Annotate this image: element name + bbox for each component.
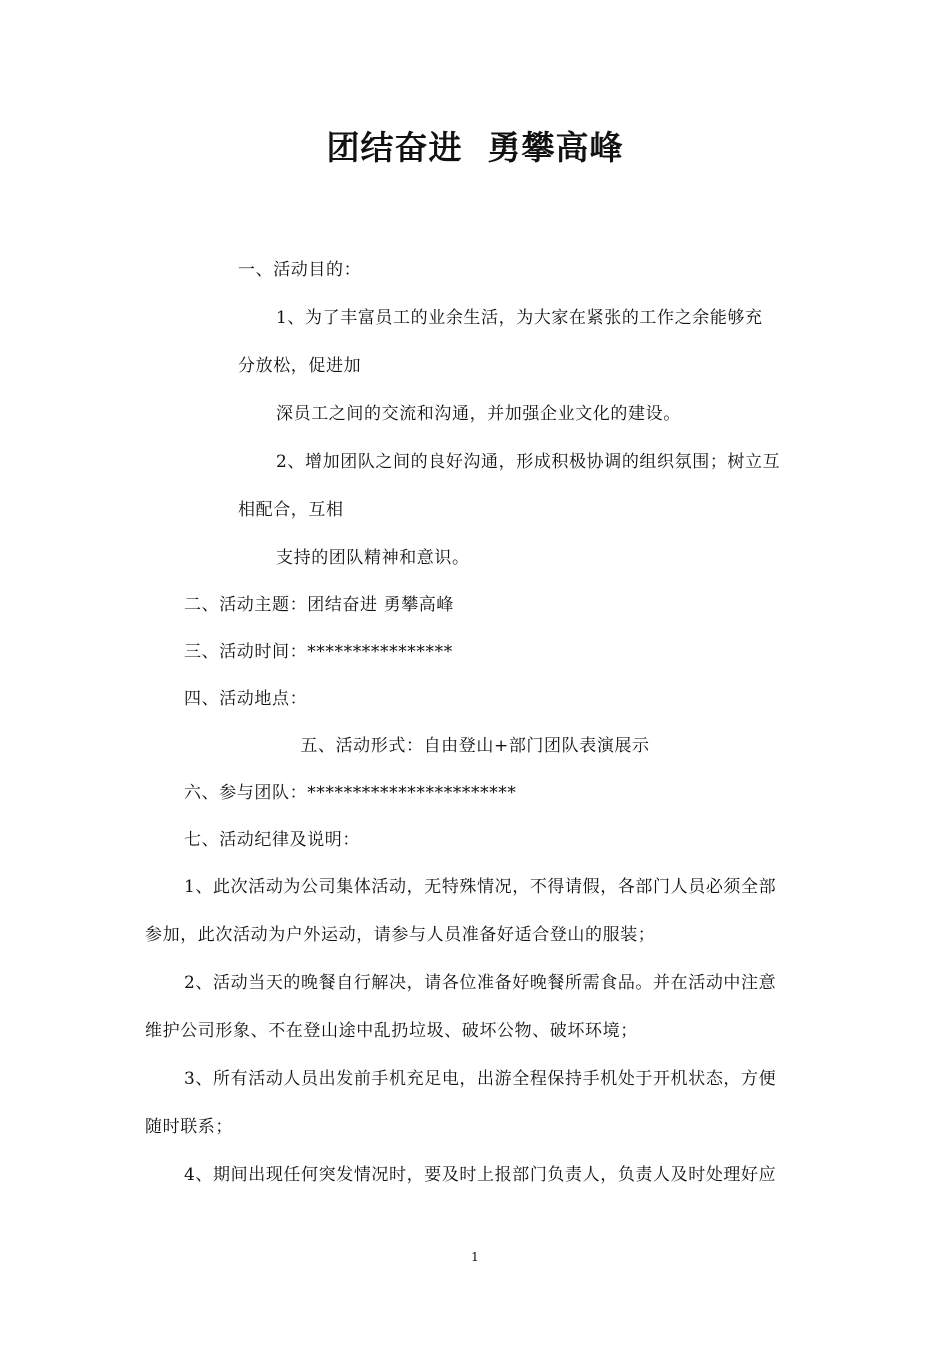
rule-4-line-1: 4、期间出现任何突发情况时，要及时上报部门负责人，负责人及时处理好应 [184, 1165, 777, 1185]
section-1-item-2-line-1: 2、增加团队之间的良好沟通，形成积极协调的组织氛围；树立互 [276, 452, 781, 472]
section-1-heading: 一、活动目的： [238, 260, 362, 280]
section-7-heading: 七、活动纪律及说明： [184, 830, 360, 850]
section-1-item-2-line-2: 相配合，互相 [238, 500, 344, 520]
section-1-item-1-line-2: 分放松，促进加 [238, 356, 362, 376]
rule-2-line-2: 维护公司形象、不在登山途中乱扔垃圾、破坏公物、破坏环境； [145, 1021, 638, 1041]
section-5-format: 五、活动形式：自由登山+部门团队表演展示 [300, 736, 650, 756]
rule-3-line-1: 3、所有活动人员出发前手机充足电，出游全程保持手机处于开机状态，方便 [184, 1069, 777, 1089]
document-title: 团结奋进 勇攀高峰 [326, 128, 624, 167]
section-1-item-1-line-1: 1、为了丰富员工的业余生活，为大家在紧张的工作之余能够充 [276, 308, 763, 328]
section-1-item-1-line-3: 深员工之间的交流和沟通，并加强企业文化的建设。 [276, 404, 681, 424]
section-4-location: 四、活动地点： [184, 689, 308, 709]
section-6-teams: 六、参与团队：*********************** [184, 783, 517, 803]
rule-1-line-1: 1、此次活动为公司集体活动，无特殊情况，不得请假，各部门人员必须全部 [184, 877, 777, 897]
rule-2-line-1: 2、活动当天的晚餐自行解决，请各位准备好晚餐所需食品。并在活动中注意 [184, 973, 777, 993]
section-1-item-2-line-3: 支持的团队精神和意识。 [276, 548, 470, 568]
rule-1-line-2: 参加，此次活动为户外运动，请参与人员准备好适合登山的服装； [145, 925, 656, 945]
section-2-theme: 二、活动主题：团结奋进 勇攀高峰 [184, 595, 455, 615]
rule-3-line-2: 随时联系； [145, 1117, 233, 1137]
section-3-time: 三、活动时间：**************** [184, 642, 453, 662]
page-number: 1 [471, 1250, 479, 1264]
